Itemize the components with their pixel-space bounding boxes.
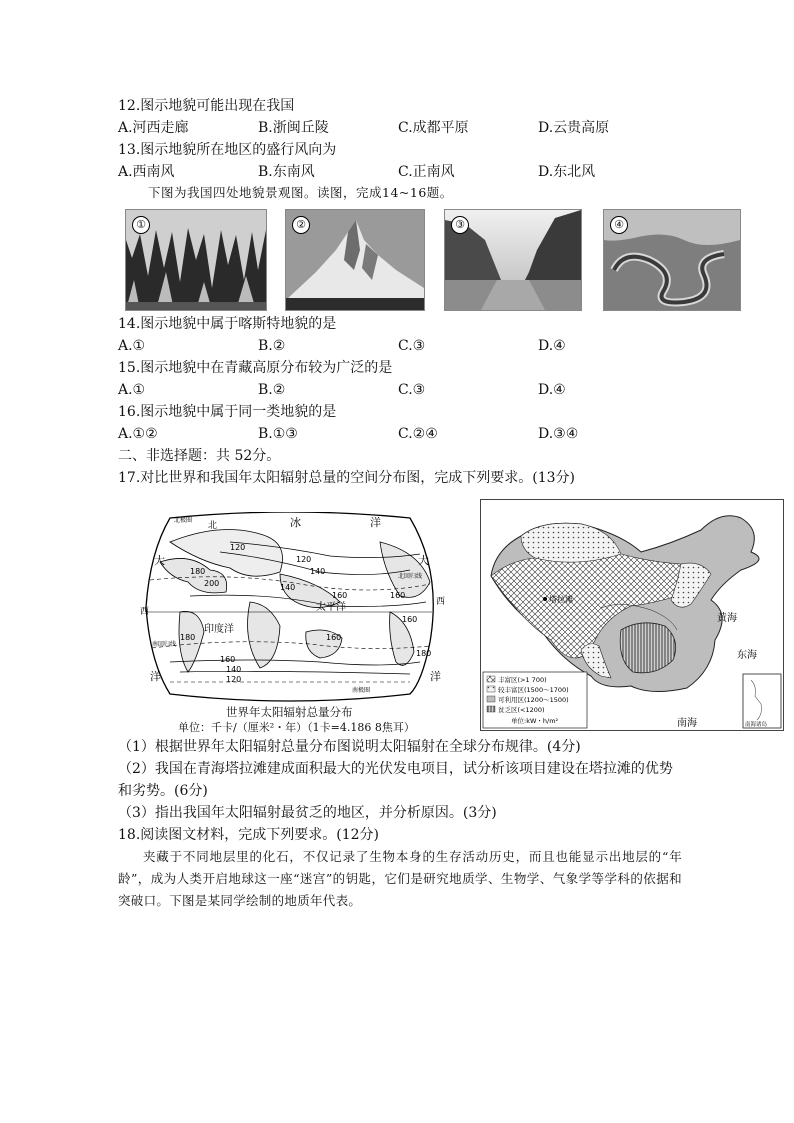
q13-option-b: B.东南风 (258, 164, 315, 180)
q15-option-c: C.③ (398, 382, 426, 398)
contour-label: 200 (204, 579, 220, 588)
photo-1-karst-cave (125, 209, 267, 311)
legend-unit: 单位:kW・h/m² (511, 717, 559, 725)
section-2-heading: 二、非选择题：共 52分。 (118, 448, 281, 464)
legend-fairly-rich: 较丰富区(1500～1700) (498, 686, 569, 694)
contour-label: 120 (230, 543, 246, 552)
china-solar-radiation-map (480, 499, 784, 731)
contour-label: 120 (226, 675, 242, 684)
world-map-label-north: 北 (208, 521, 218, 531)
world-map-label-bing: 冰 (290, 516, 301, 529)
q12-option-b: B.浙闽丘陵 (258, 120, 329, 136)
contour-label: 120 (296, 555, 312, 564)
q18-material: 夹藏于不同地层里的化石，不仅记录了生物本身的生存活动历史，而且也能显示出地层的“年龄”，成为人类开启地球这一座“迷宫”的钥匙，它们是研究地质学、生物学、气象学等学科的依据和突破口。下图是某同学绘制的地质年代表。 (118, 849, 682, 908)
contour-label: 180 (416, 649, 432, 658)
world-map-label-pacific: 太平洋 (316, 602, 346, 613)
china-map-tala-label: 塔拉滩 (549, 595, 573, 604)
world-map-label-yang2: 洋 (150, 670, 161, 683)
contour-label: 140 (226, 665, 242, 674)
world-map-label-xi2: 西 (436, 597, 446, 607)
world-map-label-indian-ocean: 印度洋 (204, 624, 234, 635)
q16-option-b: B.①③ (258, 426, 298, 442)
q13-option-a: A.西南风 (118, 164, 175, 180)
contour-label: 160 (326, 633, 342, 642)
photo-number-3: ③ (451, 216, 469, 234)
q17-sub1: （1）根据世界年太阳辐射总量分布图说明太阳辐射在全球分布规律。(4分) (118, 739, 581, 755)
q12-stem: 12.图示地貌可能出现在我国 (118, 98, 295, 114)
china-map-south-sea: 南海 (677, 718, 697, 729)
q17-sub2-line2: 和劣势。(6分) (118, 783, 208, 799)
world-map-caption: 世界年太阳辐射总量分布 (226, 705, 353, 719)
china-map-yellow-sea: 黄海 (717, 613, 737, 624)
q14-stem: 14.图示地貌中属于喀斯特地貌的是 (118, 316, 337, 332)
q13-option-c: C.正南风 (398, 164, 455, 180)
q16-option-d: D.③④ (538, 426, 579, 442)
q17-sub2-line1: （2）我国在青海塔拉滩建成面积最大的光伏发电项目，试分析该项目建设在塔拉滩的优势 (118, 761, 673, 777)
q15-option-d: D.④ (538, 382, 566, 398)
q16-option-c: C.②④ (398, 426, 438, 442)
legend-poor: 贫乏区(<1200) (498, 706, 545, 714)
world-map-unit: 单位：千卡/（厘米²・年）（1卡=4.186 8焦耳） (178, 721, 415, 734)
contour-label: 160 (220, 655, 236, 664)
q13-stem: 13.图示地貌所在地区的盛行风向为 (118, 142, 337, 158)
world-map-tropic-cancer: 北回归线 (398, 573, 423, 580)
photo-4-meandering-river (603, 209, 741, 311)
photo-3-river-gorge (444, 209, 582, 311)
q13-option-d: D.东北风 (538, 164, 596, 180)
world-map-label-da2: 大 (418, 554, 429, 567)
world-map-label-yang3: 洋 (430, 670, 441, 683)
world-map-label-da1: 大 (154, 554, 165, 567)
contour-label: 140 (280, 583, 296, 592)
q15-option-b: B.② (258, 382, 286, 398)
q17-stem: 17.对比世界和我国年太阳辐射总量的空间分布图，完成下列要求。(13分) (118, 470, 576, 486)
contour-label: 140 (310, 567, 326, 576)
q14-option-b: B.② (258, 338, 286, 354)
q12-option-a: A.河西走廊 (118, 120, 189, 136)
intro-14-16: 下图为我国四处地貌景观图。读图，完成14~16题。 (148, 185, 453, 200)
legend-usable: 可利用区(1200～1500) (498, 696, 569, 704)
china-map-east-sea: 东海 (737, 650, 757, 661)
q14-option-a: A.① (118, 338, 146, 354)
china-map-inset-label: 南海诸岛 (745, 722, 768, 728)
world-map-label-xi1: 西 (140, 607, 150, 617)
q17-sub3: （3）指出我国年太阳辐射最贫乏的地区，并分析原因。(3分) (118, 805, 497, 821)
q12-option-d: D.云贵高原 (538, 120, 610, 136)
world-map-label-yang1: 洋 (370, 516, 381, 529)
q14-option-c: C.③ (398, 338, 426, 354)
photo-number-2: ② (292, 216, 310, 234)
world-map-tropic-capricorn: 南回归线 (152, 641, 177, 648)
photo-2-snow-mountain (285, 209, 425, 311)
q16-option-a: A.①② (118, 426, 158, 442)
q15-stem: 15.图示地貌中在青藏高原分布较为广泛的是 (118, 360, 393, 376)
world-map-antarctic-circle: 南极圈 (352, 687, 371, 694)
q14-option-d: D.④ (538, 338, 566, 354)
contour-label: 180 (190, 567, 206, 576)
photo-number-1: ① (132, 216, 150, 234)
q18-stem: 18.阅读图文材料，完成下列要求。(12分) (118, 827, 380, 843)
q12-option-c: C.成都平原 (398, 120, 469, 136)
q15-option-a: A.① (118, 382, 146, 398)
world-map-arctic-circle: 北极圈 (174, 517, 193, 524)
contour-label: 160 (390, 591, 406, 600)
q16-stem: 16.图示地貌中属于同一类地貌的是 (118, 404, 337, 420)
contour-label: 160 (332, 591, 348, 600)
photo-number-4: ④ (610, 216, 628, 234)
contour-label: 180 (180, 633, 196, 642)
legend-rich: 丰富区(>1 700) (498, 676, 547, 684)
contour-label: 160 (402, 615, 418, 624)
world-solar-radiation-map (130, 512, 450, 702)
